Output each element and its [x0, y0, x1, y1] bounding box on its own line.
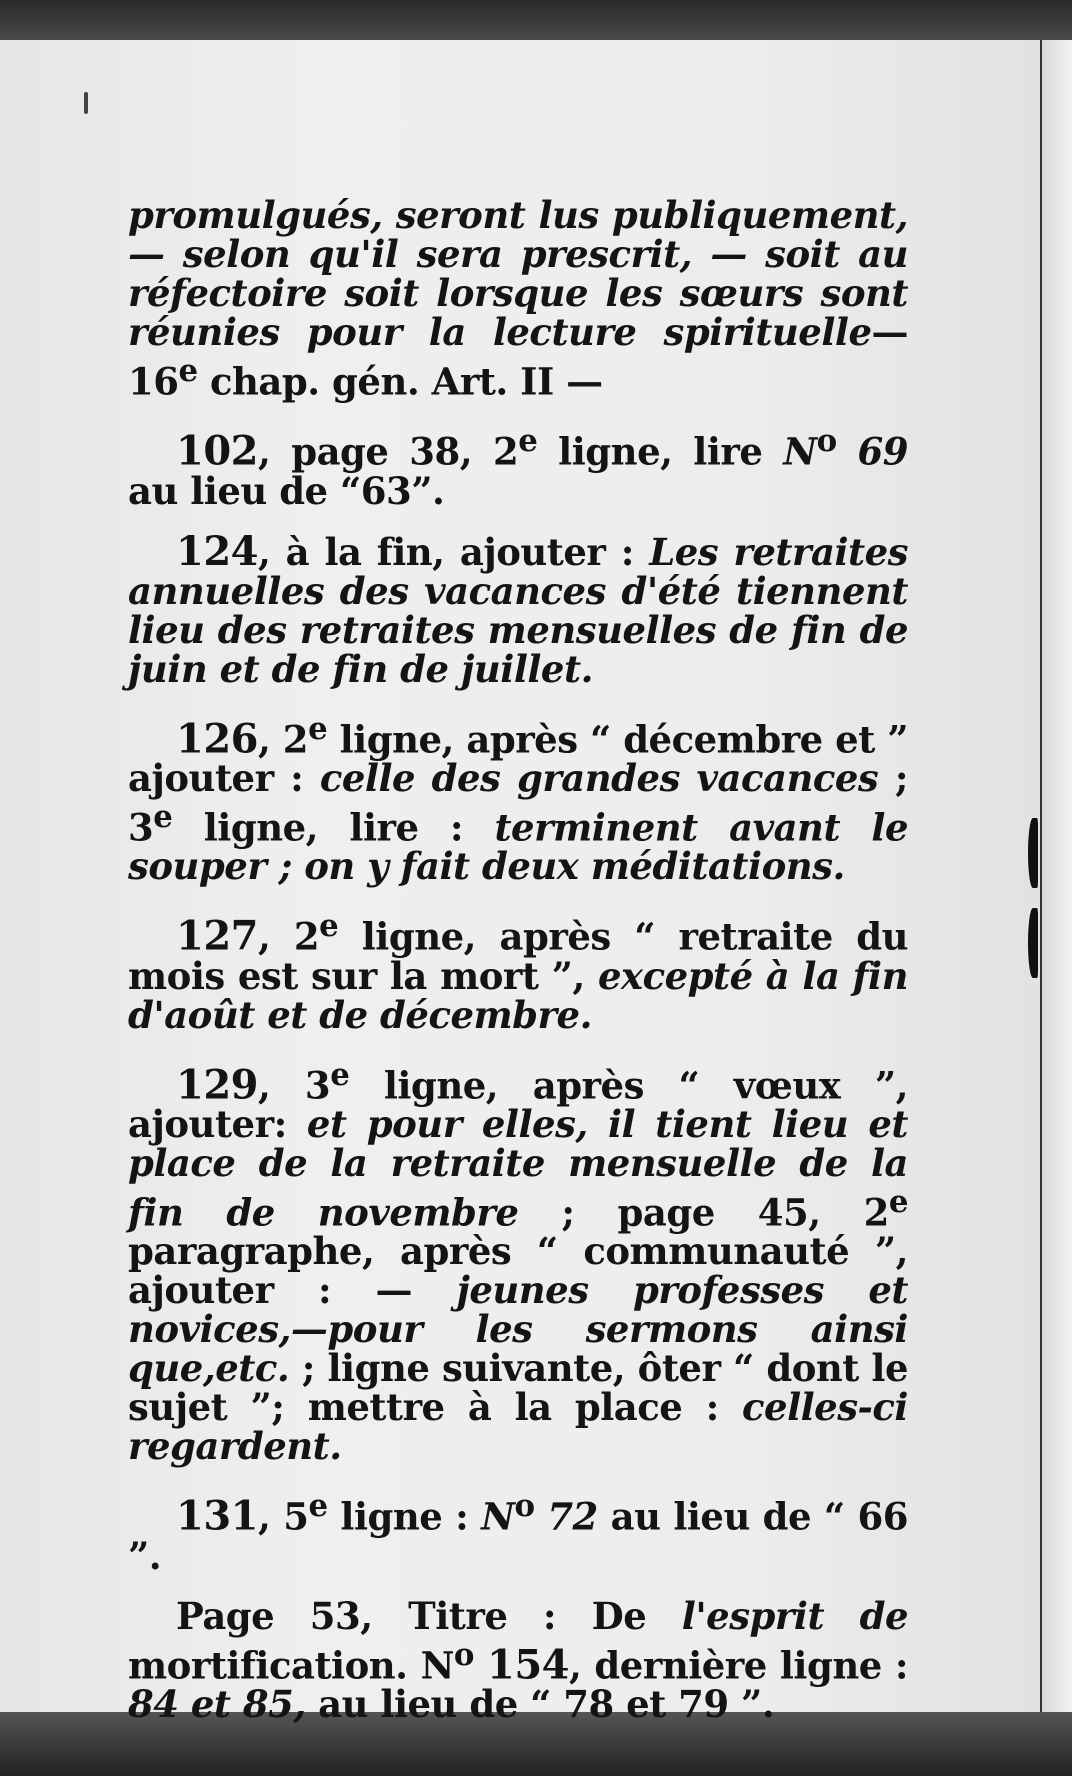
entry-number: 131 — [176, 1492, 258, 1540]
text-segment: e — [308, 1488, 328, 1525]
text-segment: au lieu de “63”. — [128, 468, 445, 513]
errata-text — [128, 193, 909, 1745]
entry-number: 129 — [176, 1060, 258, 1108]
errata-paragraph — [128, 422, 908, 513]
errata-paragraph — [128, 907, 908, 1037]
entry-number: 127 — [176, 912, 258, 960]
text-segment: e — [518, 423, 538, 460]
text-segment: ligne, lire — [537, 429, 784, 474]
text-segment: et pour elles, il tient lieu et place de la retraite mensuelle de la fin de novembre — [128, 1101, 908, 1235]
text-segment: e — [330, 1056, 350, 1093]
text-segment: e — [153, 798, 173, 835]
text-segment: , page 38, 2 — [258, 429, 519, 474]
text-segment: o — [514, 1488, 535, 1525]
text-segment: Page 53, Titre : De — [176, 1593, 682, 1638]
errata-paragraph — [128, 710, 908, 887]
page-speck — [84, 92, 88, 114]
text-segment: , 2 — [258, 716, 309, 761]
text-segment: l'esprit de — [681, 1593, 908, 1638]
text-segment: N — [481, 1494, 515, 1539]
text-segment: chap. gén. Art. II — — [197, 359, 603, 404]
text-segment: ; 3 — [128, 755, 908, 850]
text-segment: ; page 45, 2 — [518, 1190, 889, 1235]
errata-paragraph — [128, 1593, 908, 1726]
scan-top-border — [0, 0, 1072, 40]
text-segment: mortification. N — [128, 1642, 454, 1687]
text-segment: ligne, après “ décembre et ” ajouter : — [128, 716, 908, 800]
text-segment: o — [453, 1636, 474, 1673]
text-segment: e — [319, 908, 339, 945]
text-segment: e — [178, 353, 198, 389]
text-segment: 84 et 85, — [128, 1681, 306, 1726]
entry-number: 154 — [487, 1640, 569, 1688]
text-segment: au lieu de “ 66 ”. — [128, 1494, 908, 1578]
text-segment: Les retraites annuelles des vacances d'été tiennent lieu des retraites mensuelles de fin de juin et de fin de juillet. — [128, 529, 908, 691]
entry-number: 102 — [176, 427, 258, 475]
text-segment: terminent avant le souper ; on y fait deux méditations. — [128, 805, 909, 889]
text-segment: ligne, après “ retraite du mois est sur la mort ”, — [128, 914, 908, 998]
binding-bleed-mark — [1028, 908, 1038, 978]
entry-number: 124 — [176, 527, 258, 575]
text-segment: paragraphe, après “ communauté ”, ajouter : — — [128, 1229, 908, 1313]
text-segment: e — [888, 1183, 908, 1220]
text-segment: , 5 — [258, 1494, 309, 1539]
text-segment: , à la fin, ajouter : — [258, 529, 650, 574]
text-segment: N — [783, 429, 817, 474]
text-segment: promulgués, seront lus publiquement, — selon qu'il sera prescrit, — soit au réfectoire soit lorsque les sœurs sont réunies pour la lecture spirituelle — [128, 193, 908, 354]
text-segment: celles-ci regardent. — [128, 1385, 908, 1469]
text-segment: jeunes professes et novices,—pour les sermons ainsi que,etc. — [128, 1268, 909, 1391]
text-segment — [474, 1643, 487, 1687]
text-segment: 69 — [836, 429, 908, 474]
text-segment: 72 — [534, 1494, 598, 1539]
text-segment: o — [816, 423, 837, 460]
binding-bleed-mark — [1028, 818, 1038, 888]
text-segment: ligne, lire : — [172, 805, 495, 850]
text-segment: , 3 — [258, 1062, 331, 1107]
text-segment: —16 — [128, 310, 908, 404]
errata-paragraph — [128, 1487, 908, 1578]
text-segment: , 2 — [258, 914, 320, 959]
entry-number: 126 — [176, 714, 258, 762]
errata-paragraph — [128, 527, 908, 691]
text-segment: excepté à la fin d'août et de décembre. — [128, 953, 908, 1037]
errata-paragraph — [128, 1056, 908, 1467]
text-segment: , dernière ligne : — [569, 1642, 908, 1687]
text-segment: celle des grandes vacances — [319, 755, 879, 800]
text-segment: au lieu de “ 78 et 79 ”. — [305, 1681, 775, 1726]
text-segment: e — [308, 710, 328, 747]
page-edge-strip — [1040, 40, 1072, 1712]
text-segment: ligne, après “ vœux ”, ajouter: — [128, 1062, 909, 1146]
text-segment: ; ligne suivante, ôter “ dont le sujet ”; mettre à la place : — [128, 1346, 908, 1430]
errata-paragraph — [128, 193, 908, 404]
text-segment: ligne : — [327, 1494, 482, 1539]
